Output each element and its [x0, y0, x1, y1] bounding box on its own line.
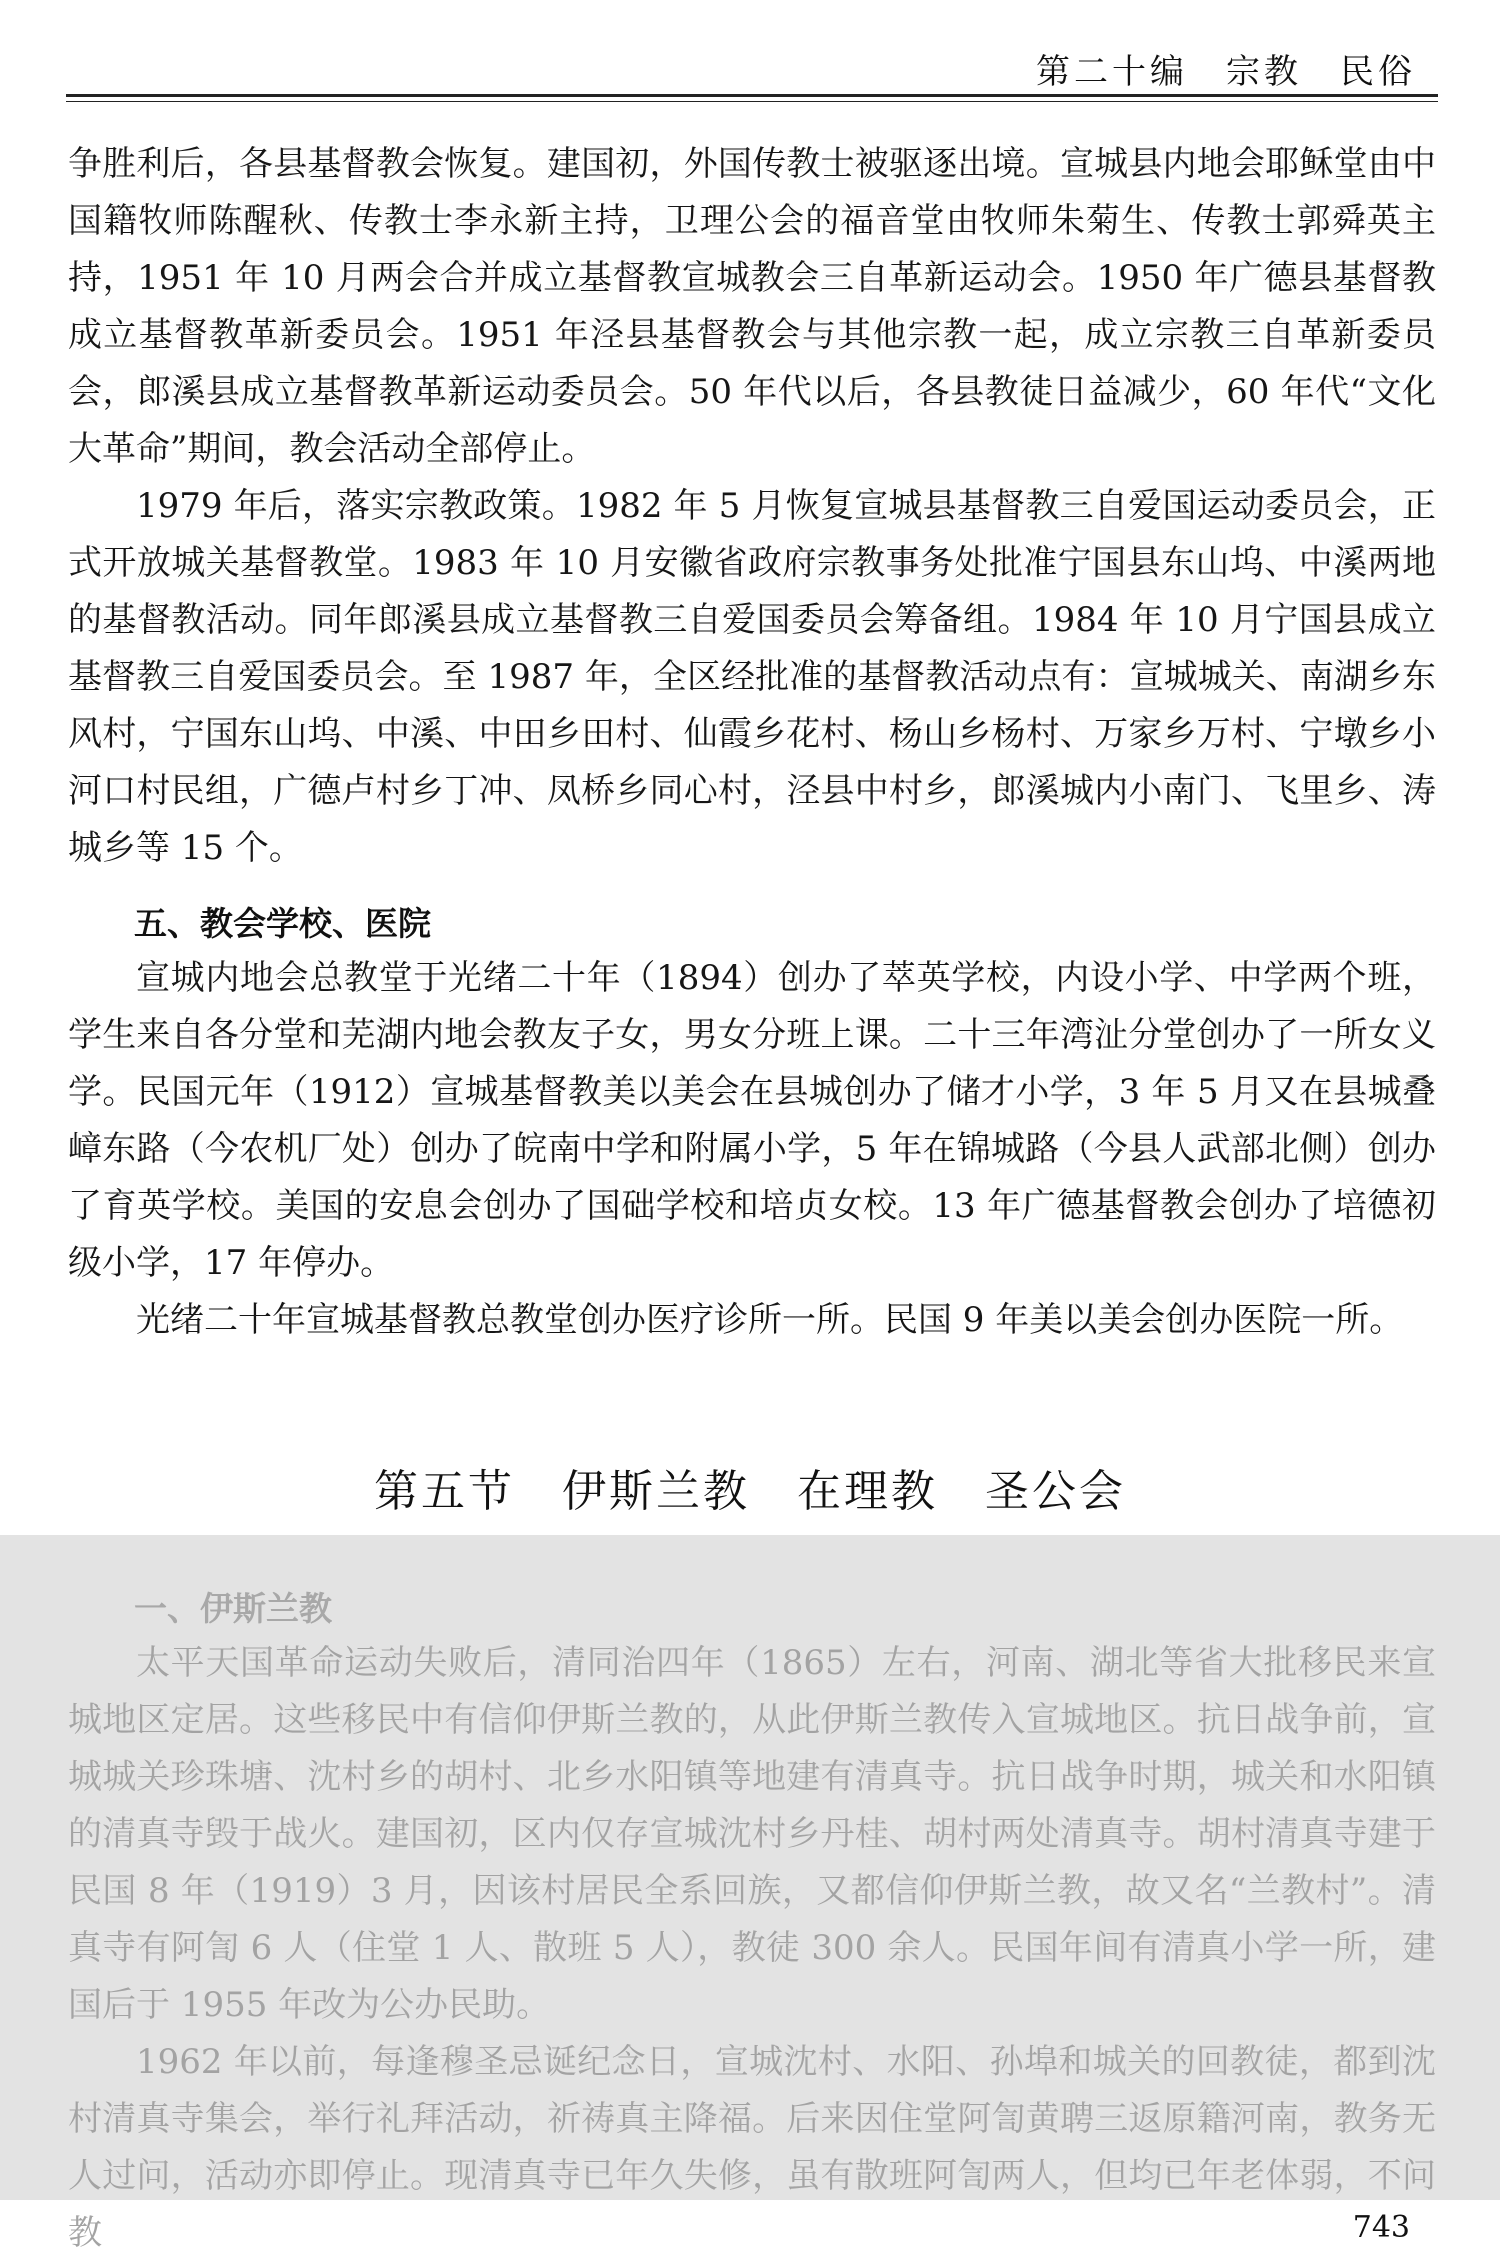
body-text	[68, 136, 1436, 877]
paragraph: 光绪二十年宣城基督教总教堂创办医疗诊所一所。民国 9 年美以美会创办医院一所。	[136, 1300, 1404, 1340]
running-header	[66, 38, 1438, 100]
islam-section-text	[68, 1635, 1436, 2262]
header-title: 第二十编 宗教 民俗	[1036, 52, 1416, 92]
paragraph: 1962 年以前，每逢穆圣忌诞纪念日，宣城沈村、水阳、孙埠和城关的回教徒，都到沈村清真寺集会，举行礼拜活动，祈祷真主降福。后来因住堂阿訇黄聘三返原籍河南，教务无人过问，活动亦即停止。现清真寺已年久失修，虽有散班阿訇两人，但均已年老体弱，不问教	[68, 2042, 1436, 2253]
page-number: 743	[1352, 2210, 1410, 2245]
paragraph: 太平天国革命运动失败后，清同治四年（1865）左右，河南、湖北等省大批移民来宣城地区定居。这些移民中有信仰伊斯兰教的，从此伊斯兰教传入宣城地区。抗日战争前，宣城城关珍珠塘、沈村乡的胡村、北乡水阳镇等地建有清真寺。抗日战争时期，城关和水阳镇的清真寺毁于战火。建国初，区内仅存宣城沈村乡丹桂、胡村两处清真寺。胡村清真寺建于民国 8 年（1919）3 月，因该村居民全系回族，又都信仰伊斯兰教，故又名“兰教村”。清真寺有阿訇 6 人（住堂 1 人、散班 5 人），教徒 300 余人。民国年间有清真小学一所，建国后于 1955 年改为公办民助。	[68, 1643, 1436, 2025]
subheading-islam: 一、伊斯兰教	[134, 1589, 332, 1628]
subheading-schools-hospitals: 五、教会学校、医院	[134, 904, 431, 943]
schools-section-text	[68, 950, 1436, 1349]
paragraph: 宣城内地会总教堂于光绪二十年（1894）创办了萃英学校，内设小学、中学两个班，学生来自各分堂和芜湖内地会教友子女，男女分班上课。二十三年湾沚分堂创办了一所女义学。民国元年（1912）宣城基督教美以美会在县城创办了储才小学，3 年 5 月又在县城叠嶂东路（今农机厂处）创办了皖南中学和附属小学，5 年在锦城路（今县人武部北侧）创办了育英学校。美国的安息会创办了国础学校和培贞女校。13 年广德基督教会创办了培德初级小学，17 年停办。	[68, 958, 1436, 1283]
paragraph: 1979 年后，落实宗教政策。1982 年 5 月恢复宣城县基督教三自爱国运动委员会，正式开放城关基督教堂。1983 年 10 月安徽省政府宗教事务处批准宁国县东山坞、中溪两地的基督教活动。同年郎溪县成立基督教三自爱国委员会筹备组。1984 年 10 月宁国县成立基督教三自爱国委员会。至 1987 年，全区经批准的基督教活动点有：宣城城关、南湖乡东风村，宁国东山坞、中溪、中田乡田村、仙霞乡花村、杨山乡杨村、万家乡万村、宁墩乡小河口村民组，广德卢村乡丁冲、凤桥乡同心村，泾县中村乡，郎溪城内小南门、飞里乡、涛城乡等 15 个。	[68, 486, 1436, 868]
section-title: 第五节 伊斯兰教 在理教 圣公会	[374, 1466, 1126, 1517]
header-rule-thick	[66, 94, 1438, 97]
paragraph-continued: 争胜利后，各县基督教会恢复。建国初，外国传教士被驱逐出境。宣城县内地会耶稣堂由中国籍牧师陈醒秋、传教士李永新主持，卫理公会的福音堂由牧师朱菊生、传教士郭舜英主持，1951 年 10 月两会合并成立基督教宣城教会三自革新运动会。1950 年广德县基督教成立基督教革新委员会。1951 年泾县基督教会与其他宗教一起，成立宗教三自革新委员会，郎溪县成立基督教革新运动委员会。50 年代以后，各县教徒日益减少，60 年代“文化大革命”期间，教会活动全部停止。	[68, 144, 1436, 469]
header-rule-thin	[66, 101, 1438, 102]
